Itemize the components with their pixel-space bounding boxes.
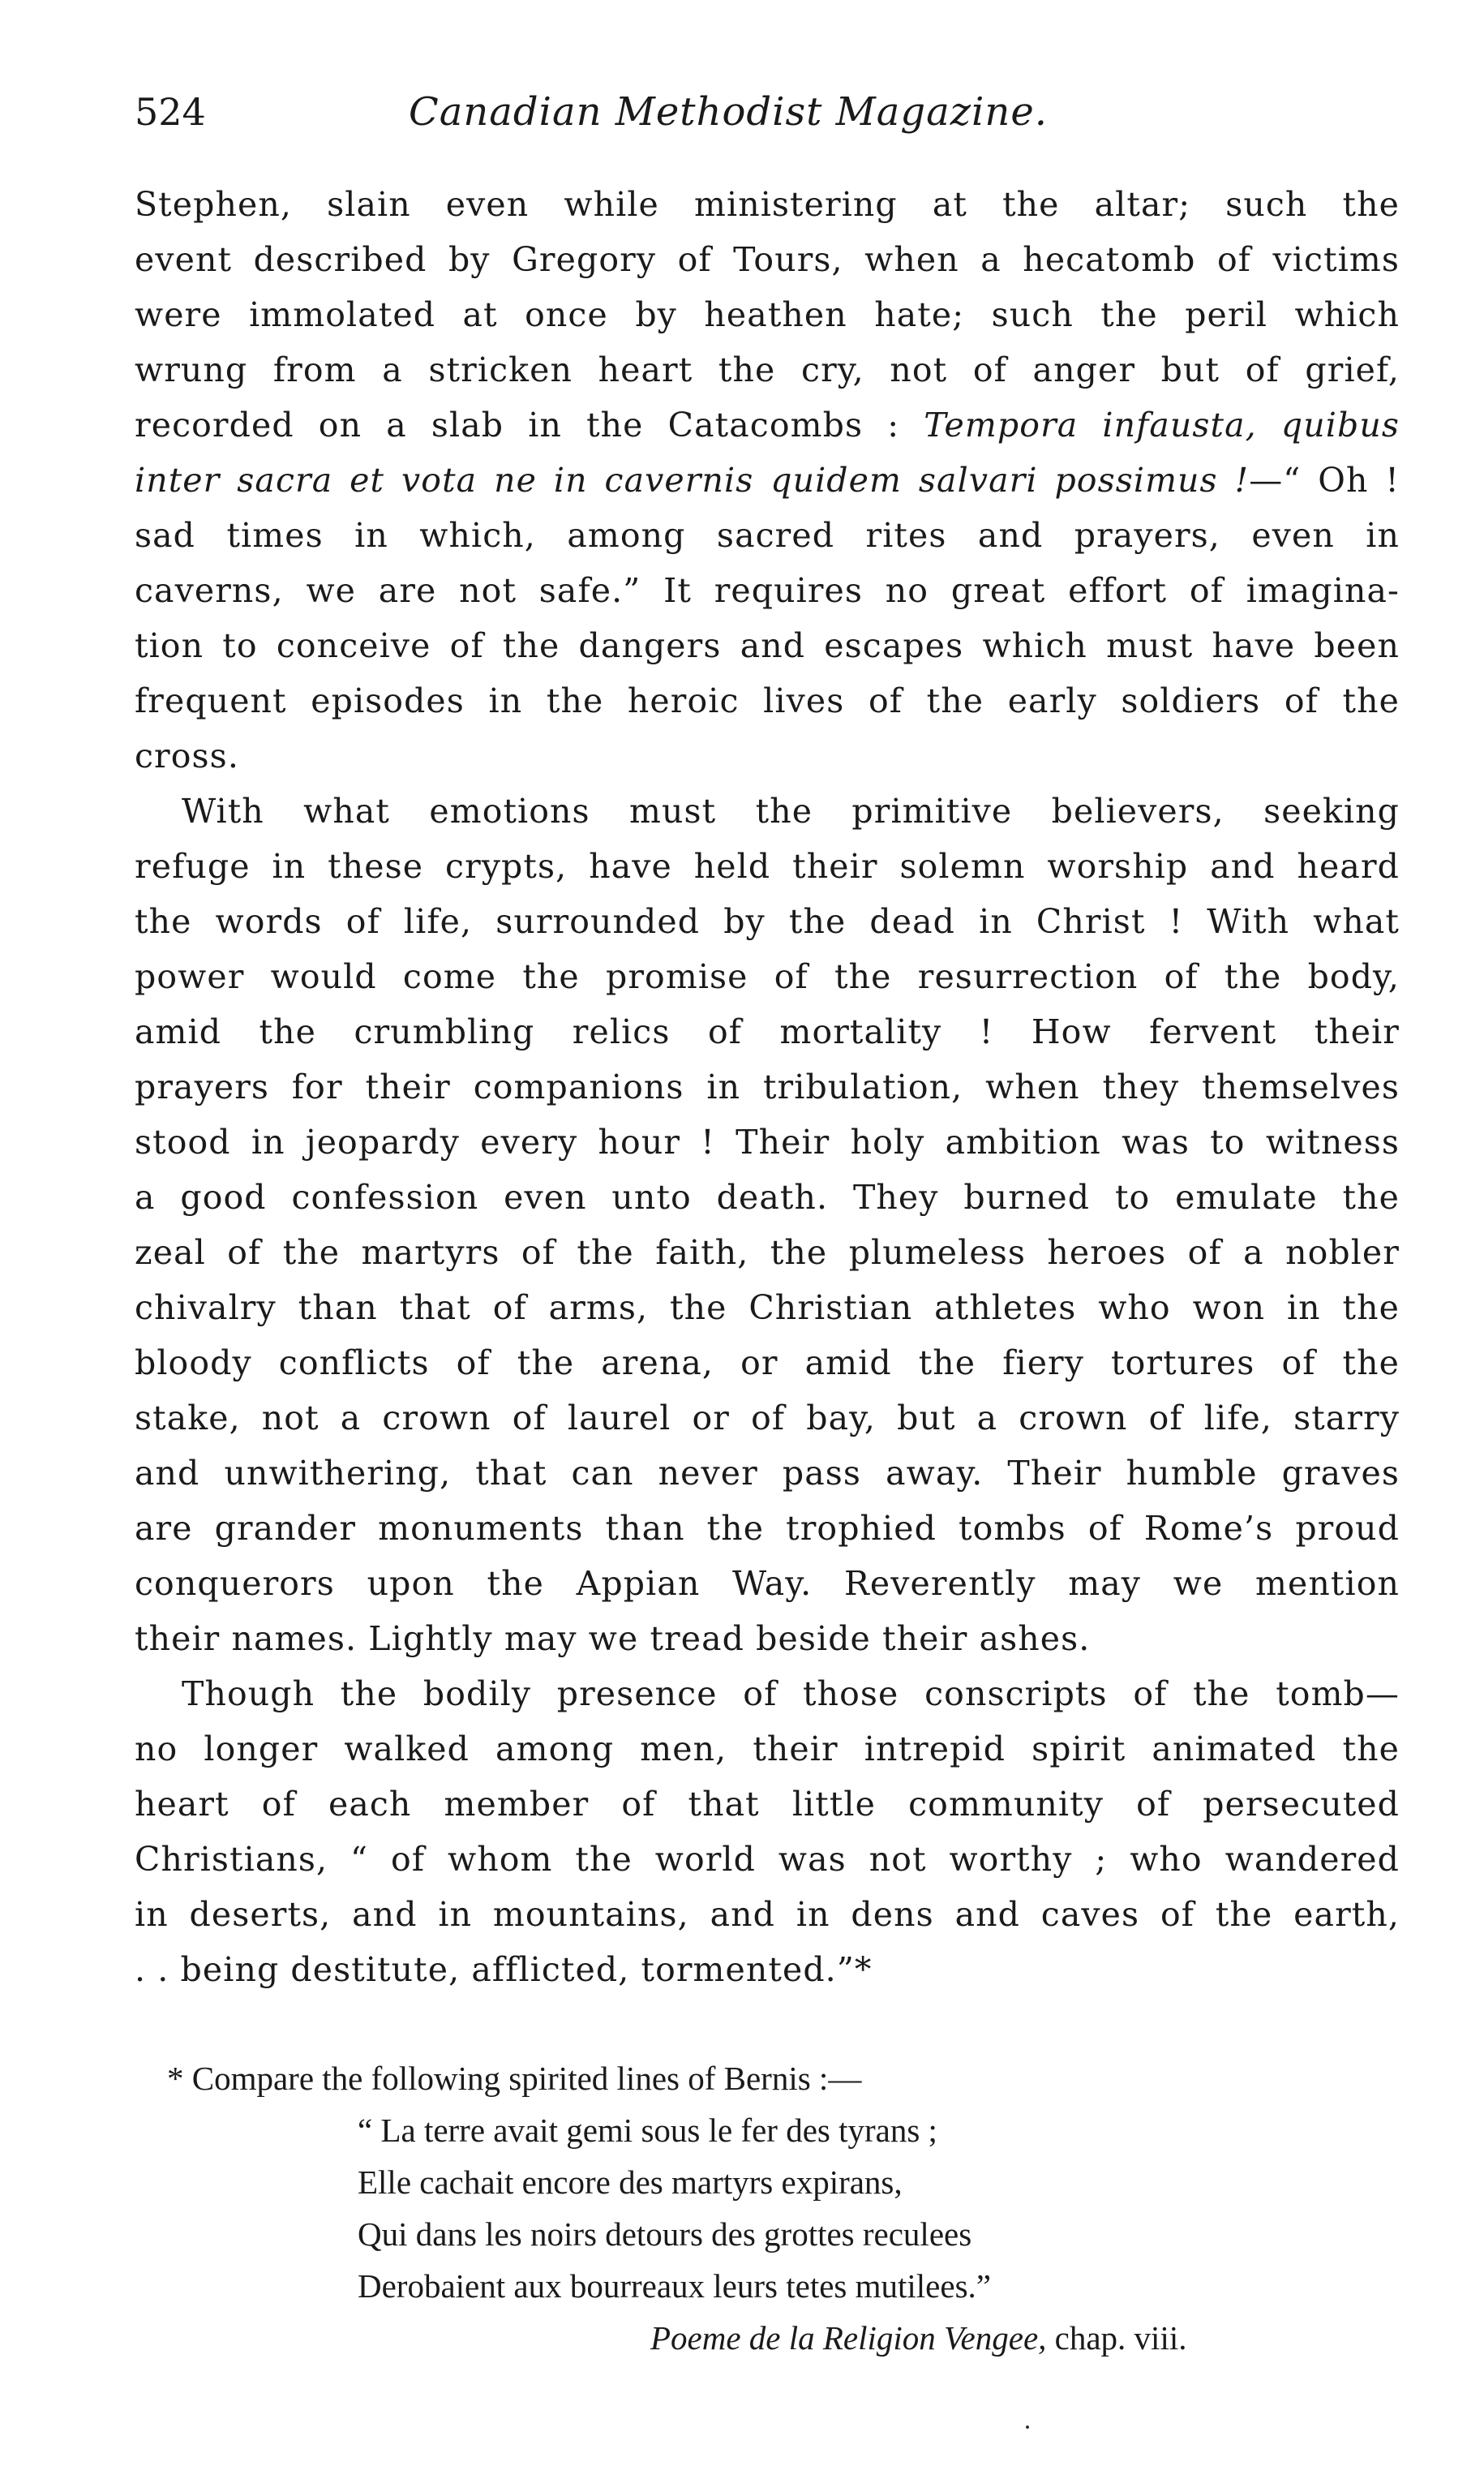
text-line (135, 397, 1400, 453)
text-line: zeal of the martyrs of the faith, the plumeless heroes of a nobler (135, 1233, 1400, 1272)
text-line: wrung from a stricken heart the cry, not of anger but of grief, (135, 350, 1400, 389)
verse-line: Derobaient aux bourreaux leurs tetes mutilees.” (358, 2267, 991, 2305)
page-header (135, 88, 1400, 136)
text-line: and unwithering, that can never pass away. Their humble graves (135, 1454, 1400, 1493)
text-line: no longer walked among men, their intrepid spirit animated the (135, 1729, 1400, 1768)
text-line: a good confession even unto death. They burned to emulate the (135, 1178, 1400, 1217)
text-line: amid the crumbling relics of mortality ! How fervent their (135, 1012, 1400, 1051)
text-line: their names. Lightly may we tread beside their ashes. (135, 1619, 1091, 1658)
text-line: Though the bodily presence of those conscripts of the tomb— (182, 1674, 1400, 1713)
body-text (135, 177, 1400, 1997)
running-title: Canadian Methodist Magazine. (409, 89, 1048, 135)
paragraph-1 (135, 177, 1400, 784)
latin-quote: Tempora infausta, quibus (924, 406, 1400, 445)
text-line: . . being destitute, afflicted, tormented.”* (135, 1950, 873, 1989)
print-speck (1026, 2425, 1029, 2429)
text-line: cross. (135, 737, 239, 776)
text-line: prayers for their companions in tribulation, when they themselves (135, 1068, 1400, 1106)
footnote-source (135, 2312, 1400, 2364)
paragraph-2 (135, 784, 1400, 1666)
text-line: stake, not a crown of laurel or of bay, but a crown of life, starry (135, 1399, 1400, 1437)
latin-quote: inter sacra et vota ne in cavernis quidem salvari possimus ! (135, 461, 1250, 500)
text-line: conquerors upon the Appian Way. Reverently may we mention (135, 1564, 1400, 1603)
text-line: are grander monuments than the trophied tombs of Rome’s proud (135, 1509, 1400, 1548)
text-line: event described by Gregory of Tours, when a hecatomb of victims (135, 240, 1400, 279)
text-line: caverns, we are not safe.” It requires no great effort of imagina- (135, 571, 1400, 610)
text-segment: —“ Oh ! (1249, 461, 1400, 500)
text-line: were immolated at once by heathen hate; such the peril which (135, 295, 1400, 334)
footnote-intro: * Compare the following spirited lines of Bernis :— (167, 2060, 862, 2097)
text-segment: recorded on a slab in the Catacombs : (135, 406, 900, 445)
text-line: stood in jeopardy every hour ! Their holy ambition was to witness (135, 1123, 1400, 1162)
source-title: Poeme de la Religion Vengee, (650, 2319, 1047, 2357)
footnote (135, 2052, 1400, 2364)
text-line: refuge in these crypts, have held their solemn worship and heard (135, 847, 1400, 886)
text-line: With what emotions must the primitive believers, seeking (182, 792, 1400, 831)
verse-line: Qui dans les noirs detours des grottes reculees (358, 2215, 972, 2253)
source-chapter: chap. viii. (1046, 2319, 1187, 2357)
text-line (135, 453, 1400, 508)
text-line: power would come the promise of the resurrection of the body, (135, 957, 1400, 996)
text-line: frequent episodes in the heroic lives of the early soldiers of the (135, 681, 1400, 720)
verse-line: Elle cachait encore des martyrs expirans, (358, 2163, 903, 2201)
text-line: bloody conflicts of the arena, or amid the fiery tortures of the (135, 1343, 1400, 1382)
page-number: 524 (135, 90, 206, 134)
text-line: Stephen, slain even while ministering at the altar; such the (135, 185, 1400, 224)
text-line: sad times in which, among sacred rites and prayers, even in (135, 516, 1400, 555)
text-line: heart of each member of that little community of persecuted (135, 1785, 1400, 1824)
verse-line: “ La terre avait gemi sous le fer des tyrans ; (358, 2112, 937, 2149)
text-line: the words of life, surrounded by the dead in Christ ! With what (135, 902, 1400, 941)
text-line: Christians, “ of whom the world was not worthy ; who wandered (135, 1840, 1400, 1879)
text-line: in deserts, and in mountains, and in dens and caves of the earth, (135, 1895, 1400, 1934)
text-line: tion to conceive of the dangers and escapes which must have been (135, 626, 1400, 665)
text-line: chivalry than that of arms, the Christian athletes who won in the (135, 1288, 1400, 1327)
paragraph-3 (135, 1666, 1400, 1997)
